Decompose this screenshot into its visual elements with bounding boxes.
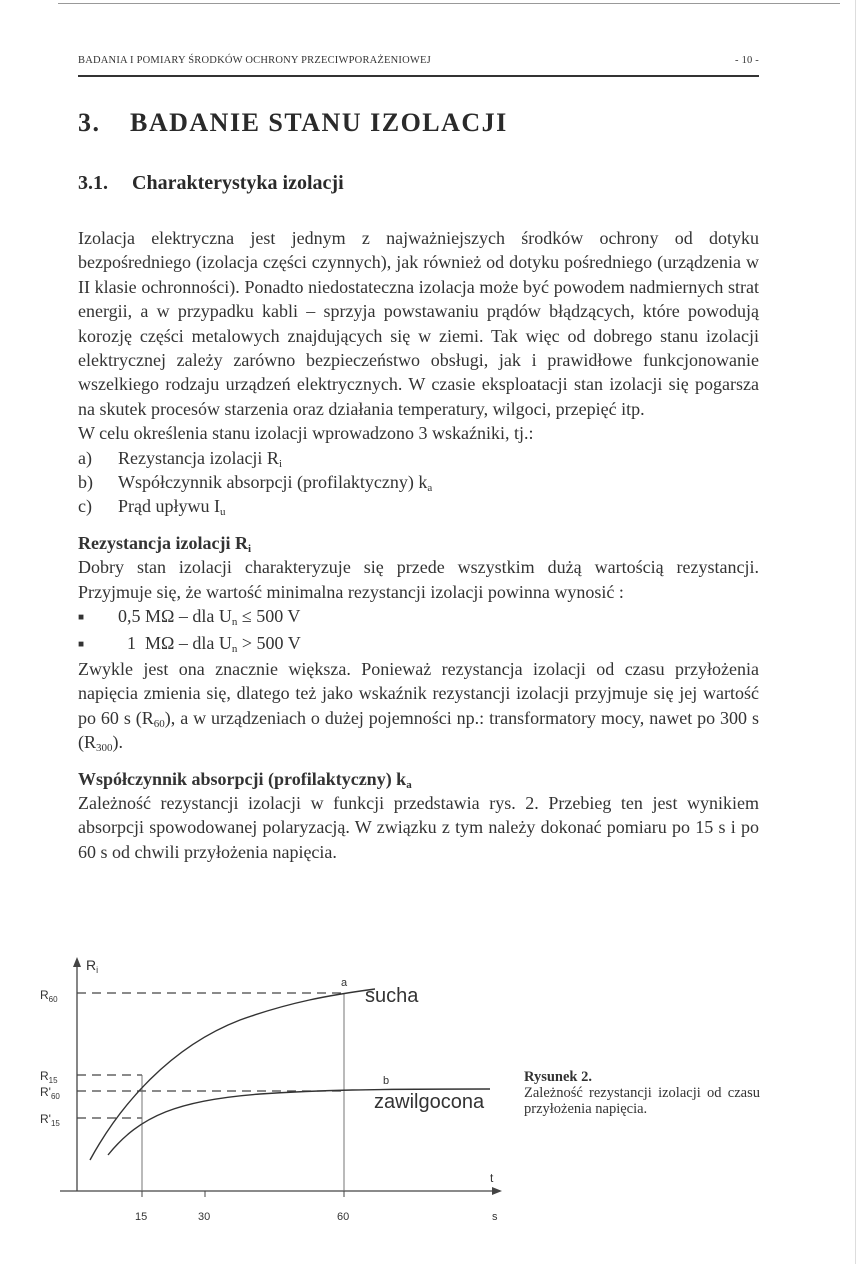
y-label-r15: $R_{15}$ bbox=[40, 1069, 58, 1085]
dry-insulation-curve bbox=[90, 989, 375, 1160]
section-title: BADANIE STANU IZOLACJI bbox=[130, 108, 508, 137]
list-sub: a bbox=[427, 482, 433, 495]
x-tick-label: 30 bbox=[198, 1211, 211, 1223]
resistance-time-figure bbox=[30, 955, 530, 1225]
list-text: Współczynnik absorpcji (profilaktyczny) k bbox=[118, 472, 428, 493]
point-b-label: b bbox=[383, 1075, 390, 1087]
subsection-title: Charakterystyka izolacji bbox=[132, 172, 344, 194]
header-rule bbox=[78, 75, 759, 77]
x-tick-label: 15 bbox=[135, 1211, 148, 1223]
y-axis-label: $R_i$ bbox=[86, 957, 99, 975]
list-marker: c) bbox=[78, 496, 92, 517]
list-item bbox=[78, 494, 759, 518]
absorption-paragraph: Zależność rezystancji izolacji w funkcji przedstawia rys. 2. Przebieg ten jest wynikiem absorpcji spowodowanej polaryzacją. W związku z tym należy dokonać pomiaru po 15 s i po 60 s od chwili przyłożenia napięcia. bbox=[78, 792, 759, 862]
caption-title: Rysunek 2. bbox=[524, 1069, 592, 1085]
bullet-icon: ■ bbox=[78, 638, 85, 650]
y-label-r60: $R_{60}$ bbox=[40, 988, 58, 1004]
bullet-item: ■ 1 MΩ – dla $U_n > 500$ V bbox=[78, 631, 759, 657]
resistance-after-paragraph: Zwykle jest ona znacznie większa. Ponieważ rezystancja izolacji od czasu przyłożenia napięcia zmienia się, dlatego też jako wskaźnik rezystancji izolacji przyjmuje się jej wartość po 60 s $(R_{60})$, a w urządzeniach o dużej pojemności np.: transformatory mocy, nawet po 300 s $(R_{300})$. bbox=[78, 658, 759, 755]
top-scan-line bbox=[58, 3, 840, 4]
wet-curve-label: zawilgocona bbox=[374, 1091, 485, 1113]
page-number: - 10 - bbox=[735, 55, 759, 66]
y-label-r60-wet: $R'_{60}$ bbox=[40, 1085, 60, 1101]
absorption-heading: Współczynnik absorpcji (profilaktyczny) $k_a$ bbox=[78, 768, 412, 791]
x-tick-label: 60 bbox=[337, 1211, 350, 1223]
bullet-icon: ■ bbox=[78, 612, 85, 624]
list-marker: b) bbox=[78, 472, 93, 493]
y-axis-arrow-icon bbox=[73, 957, 81, 967]
bullet-item: ■ 0,5 MΩ – dla $U_n \le 500$ V bbox=[78, 604, 759, 630]
x-axis-label: t bbox=[490, 1171, 494, 1185]
list-item bbox=[78, 470, 759, 494]
resistance-heading: Rezystancja izolacji $R_i$ bbox=[78, 532, 252, 555]
body-text bbox=[78, 226, 759, 864]
x-axis-arrow-icon bbox=[492, 1187, 502, 1195]
running-header bbox=[78, 55, 759, 66]
list-sub: i bbox=[278, 457, 282, 470]
subsection-heading bbox=[78, 172, 344, 195]
subsection-number: 3.1. bbox=[78, 172, 108, 194]
section-number: 3. bbox=[78, 108, 101, 137]
resistance-paragraph: Dobry stan izolacji charakteryzuje się przede wszystkim dużą wartością rezystancji. Przyjmuje się, że wartość minimalna rezystancji izolacji powinna wynosić : bbox=[78, 557, 759, 602]
header-title: BADANIA I POMIARY ŚRODKÓW OCHRONY PRZECIWPORAŻENIOWEJ bbox=[78, 55, 431, 66]
x-axis-unit: s bbox=[492, 1211, 498, 1223]
point-a-label: a bbox=[341, 977, 348, 989]
list-marker: a) bbox=[78, 447, 92, 468]
list-sub: u bbox=[220, 506, 226, 519]
indicators-intro: W celu określenia stanu izolacji wprowadzono 3 wskaźniki, tj.: bbox=[78, 423, 534, 444]
y-label-r15-wet: $R'_{15}$ bbox=[40, 1112, 60, 1128]
figure-caption bbox=[524, 1069, 760, 1117]
caption-text: Zależność rezystancji izolacji od czasu przyłożenia napięcia. bbox=[524, 1085, 760, 1117]
list-text: Prąd upływu I bbox=[118, 496, 220, 517]
list-text: Rezystancja izolacji R bbox=[118, 447, 279, 468]
section-heading bbox=[78, 108, 508, 138]
intro-paragraph: Izolacja elektryczna jest jednym z najważniejszych środków ochrony od dotyku bezpośredniego (izolacja części czynnych), jak również od dotyku pośredniego (urządzenia w II klasie ochronności). Ponadto niedostateczna izolacja może być powodem nadmiernych strat energii, a w przypadku kabli – sprzyja powstawaniu prądów błądzących, które powodują korozję części metalowych znajdujących się w ziemi. Tak więc od dobrego stanu izolacji elektrycznej zależy zarówno bezpieczeństwo obsługi, jak i prawidłowe funkcjonowanie wszelkiego rodzaju urządzeń elektrycznych. W czasie eksploatacji stan izolacji się pogarsza na skutek procesów starzenia oraz działania temperatury, wilgoci, przepięć itp. bbox=[78, 228, 759, 419]
page-edge bbox=[855, 0, 856, 1264]
list-item bbox=[78, 446, 759, 470]
dry-curve-label: sucha bbox=[365, 985, 419, 1007]
